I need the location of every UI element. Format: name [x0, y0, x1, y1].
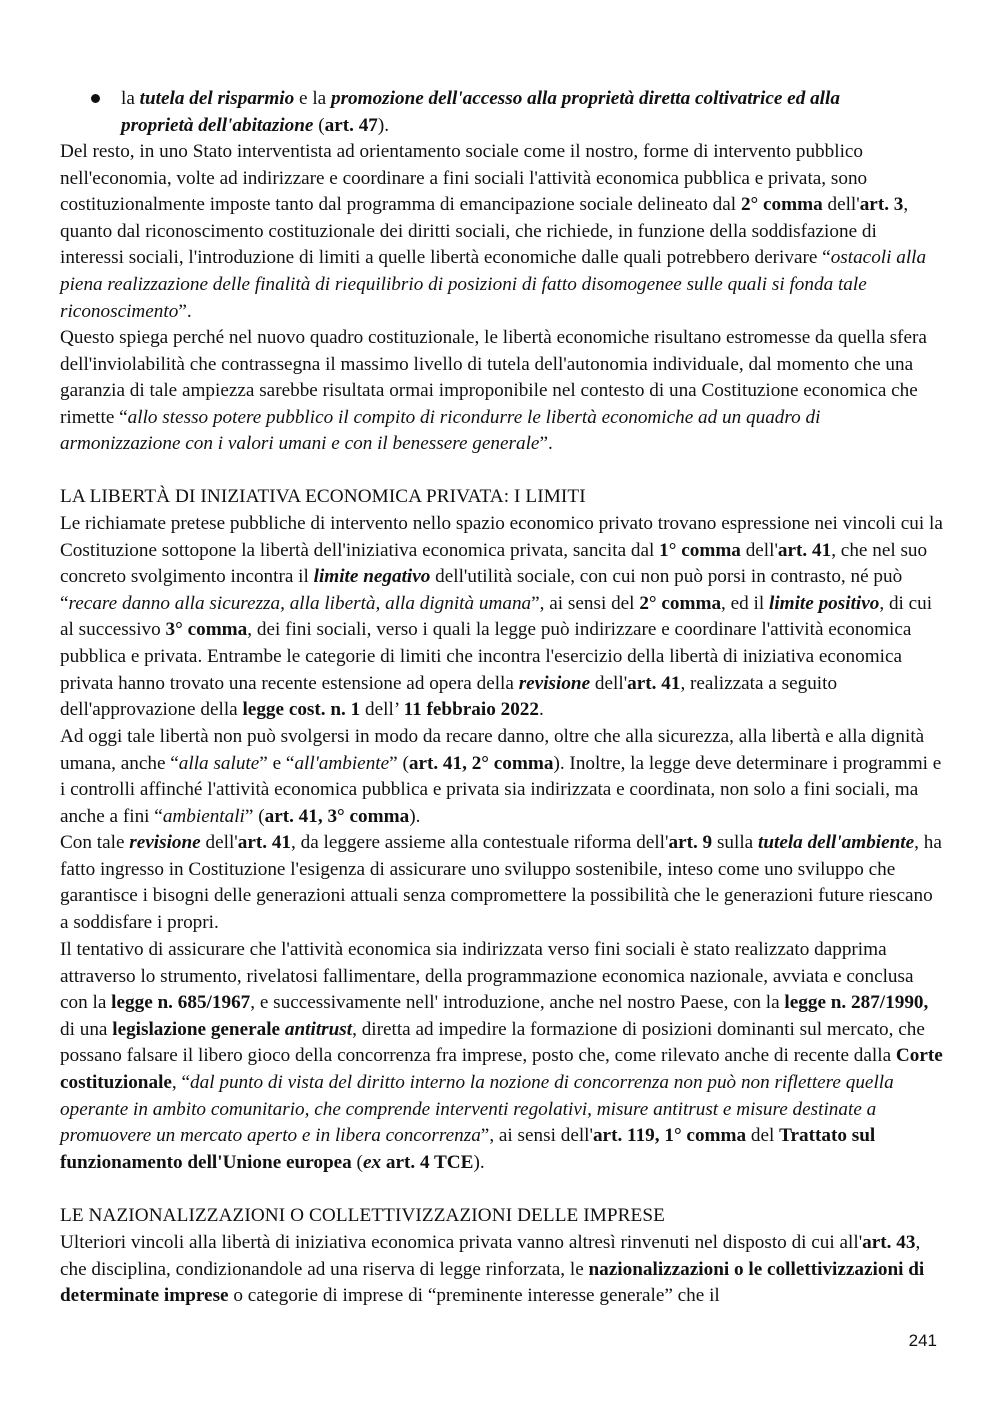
text-run: limite negativo — [313, 566, 431, 588]
text-run: art. 43 — [862, 1232, 916, 1253]
text-run: nazionalizzazioni o le collettivizzazioni di determinate imprese — [60, 1258, 925, 1307]
text-run: ). — [409, 805, 421, 827]
text-run: 1° comma — [659, 539, 741, 561]
text-run: ). — [377, 114, 390, 136]
text-run: promozione dell'accesso alla proprietà diretta coltivatrice ed alla proprietà dell'abitazione — [121, 88, 840, 136]
text-run: art. 41, 2° comma — [408, 752, 554, 774]
text-run: dell'utilità sociale, con cui non può porsi in contrasto, né può “ — [60, 566, 903, 614]
text-run: ex — [362, 1151, 382, 1173]
text-run: dell' — [822, 194, 860, 216]
text-run: allo stesso potere pubblico il compito di ricondurre le libertà economiche ad un quadro di armonizzazione con i valori umani e con il benessere generale — [60, 406, 821, 455]
text-run: , e successivamente nell' introduzione, anche nel nostro Paese, con la — [250, 992, 785, 1014]
paragraph-text — [60, 830, 945, 936]
text-run: ”. — [178, 300, 192, 322]
bullet-item — [91, 86, 911, 139]
text-run: Il tentativo di assicurare che l'attività economica sia indirizzata verso fini sociali è stato realizzato dapprima attraverso lo strumento, rivelatosi fallimentare, della programmazione economica nazionale, avviata e conclusa con la — [60, 939, 914, 1014]
paragraph-text — [60, 511, 945, 724]
text-run: recare danno alla sicurezza, alla libertà, alla dignità umana — [68, 592, 532, 614]
text-run: Le richiamate pretese pubbliche di intervento nello spazio economico privato trovano espressione nei vincoli cui la Costituzione sottopone la libertà dell'iniziativa economica privata, sancita dal — [60, 513, 943, 561]
text-run: ostacoli alla piena realizzazione delle finalità di riequilibrio di posizioni di fatto disomogenee sulle quali si fonda tale riconoscimento — [60, 247, 927, 322]
text-run: ). Inoltre, la legge deve determinare i programmi e i controlli affinché l'attività economica pubblica e privata sia indirizzata e coordinata, non solo a fini sociali, ma anche a fini “ — [60, 752, 942, 827]
paragraph-intervento-pubblico — [60, 139, 945, 325]
text-run: dell' — [590, 672, 628, 694]
text-run: 2° comma — [639, 592, 722, 614]
text-run: e la — [294, 88, 331, 109]
paragraph-text — [60, 325, 945, 458]
section-heading-nazionalizzazioni: LE NAZIONALIZZAZIONI O COLLETTIVIZZAZIONI DELLE IMPRESE — [60, 1205, 665, 1226]
text-run: , dei fini sociali, verso i quali la legge può indirizzare e coordinare l'attività economica pubblica e privata. Entrambe le categorie di limiti che incontra l'esercizio della libertà di iniziativa economica privata hanno trovato una recente estensione ad opera della — [60, 619, 912, 694]
text-run: 3° comma — [165, 619, 248, 641]
text-run: legislazione generale — [112, 1018, 285, 1040]
text-run: , che nel suo concreto svolgimento incontra il — [60, 539, 928, 588]
text-run: ( — [351, 1151, 363, 1173]
text-run: , quanto dal riconoscimento costituzionale dei diritti sociali, che richiede, in funzione della soddisfazione di interessi sociali, l'introduzione di limiti a quelle libertà economiche dalle quali potrebbero derivare “ — [60, 194, 909, 269]
paragraph-ad-oggi — [60, 724, 945, 830]
text-run: ” ( — [389, 752, 409, 774]
text-run: Questo spiega perché nel nuovo quadro costituzionale, le libertà economiche risultano estromesse da quella sfera dell'inviolabilità che contrassegna il massimo livello di tutela dell'autonomia individuale, dal momento che una garanzia di tale ampiezza sarebbe risultata ormai improponibile nel contesto di una Costituzione economica che rimette “ — [60, 327, 927, 428]
text-run: art. 4 TCE — [385, 1151, 474, 1173]
paragraph-art43 — [60, 1230, 945, 1310]
text-run: ” ( — [244, 805, 265, 827]
text-run: revisione — [518, 672, 591, 694]
paragraph-text — [60, 937, 945, 1176]
text-run: o categorie di imprese di “preminente interesse generale” che il — [228, 1285, 720, 1307]
text-run: limite positivo — [769, 592, 880, 614]
text-run: Con tale — [60, 832, 130, 853]
text-run: Corte costituzionale — [60, 1045, 943, 1093]
text-run: Ulteriori vincoli alla libertà di iniziativa economica privata vanno altresì rinvenuti nel disposto di cui all' — [60, 1232, 863, 1253]
text-run: ”. — [539, 433, 553, 455]
text-run: , realizzata a seguito dell'approvazione della — [60, 672, 838, 721]
text-run: , da leggere assieme alla contestuale riforma dell' — [291, 832, 669, 853]
text-run: art. 9 — [668, 832, 713, 853]
text-run: . — [538, 699, 544, 721]
text-run: ” e “ — [259, 752, 295, 774]
paragraph-revisione — [60, 830, 945, 936]
paragraph-liberta-economiche — [60, 325, 945, 458]
text-run: la — [121, 88, 140, 109]
text-run: , ed il — [721, 592, 770, 614]
text-run: art. 41, 3° comma — [264, 805, 410, 827]
text-run: Ad oggi tale libertà non può svolgersi in modo da recare danno, oltre che alla sicurezza, alla libertà e alla dignità umana, anche “ — [60, 726, 925, 774]
text-run: Trattato sul funzionamento dell'Unione europea — [60, 1125, 876, 1173]
text-run: Del resto, in uno Stato interventista ad orientamento sociale come il nostro, forme di intervento pubblico nell'economia, volte ad indirizzare e coordinare a fini sociali l'attività economica pubblica e privata, sono costituzionalmente imposte tanto dal programma di emancipazione sociale delineato dal — [60, 141, 868, 216]
paragraph-antitrust — [60, 937, 945, 1176]
text-run: del — [746, 1125, 780, 1147]
page-number: 241 — [908, 1331, 937, 1350]
text-run: 2° comma — [740, 194, 823, 216]
text-run: art. 119, 1° comma — [592, 1125, 747, 1147]
paragraph-art41-limiti — [60, 511, 945, 724]
section-heading-limiti: LA LIBERTÀ DI INIZIATIVA ECONOMICA PRIVATA: I LIMITI — [60, 486, 586, 507]
text-run: art. 41 — [237, 832, 292, 853]
text-run: legge n. 685/1967 — [111, 992, 251, 1014]
text-run: dell' — [740, 539, 778, 561]
paragraph-text — [60, 724, 945, 830]
bullet-text — [121, 86, 911, 139]
text-run: ”, ai sensi del — [531, 592, 640, 614]
text-run: tutela dell'ambiente — [758, 832, 915, 853]
text-run: art. 3 — [859, 194, 904, 216]
text-run: dell’ — [360, 699, 404, 721]
text-run: , “ — [171, 1071, 191, 1093]
text-run: dal punto di vista del diritto interno la nozione di concorrenza non può non riflettere quella operante in ambito comunitario, che comprende interventi regolativi, misure antitrust e misure destinate a promuovere un mercato aperto e in libera concorrenza — [60, 1071, 894, 1147]
text-run: , di cui al successivo — [60, 592, 933, 641]
text-run: legge cost. n. 1 — [242, 699, 361, 721]
text-run: alla salute — [178, 752, 260, 774]
text-run: ”, ai sensi dell' — [480, 1125, 593, 1147]
text-run: revisione — [129, 832, 201, 853]
text-run: tutela del risparmio — [139, 88, 295, 109]
text-run: antitrust — [284, 1018, 353, 1040]
text-run: , diretta ad impedire la formazione di posizioni dominanti sul mercato, che possano falsare il libero gioco della concorrenza fra imprese, posto che, come rilevato anche di recente dalla — [60, 1018, 925, 1067]
text-run: legge n. 287/1990, — [784, 992, 929, 1014]
text-run: ). — [473, 1151, 485, 1173]
text-run: art. 47 — [324, 114, 378, 136]
paragraph-text — [60, 139, 945, 325]
text-run: 11 febbraio 2022 — [403, 699, 539, 721]
text-run: ( — [313, 114, 325, 136]
text-run: di una — [60, 1018, 113, 1040]
text-run: , ha fatto ingresso in Costituzione l'esigenza di assicurare uno sviluppo sostenibile, inteso come uno sviluppo che garantisce i bisogni delle generazioni attuali senza compromettere la possibilità che le generazioni future riescano a soddisfare i propri. — [60, 832, 942, 933]
text-run: dell' — [200, 832, 238, 853]
text-run: art. 41 — [777, 539, 832, 561]
text-run: sulla — [712, 832, 758, 853]
paragraph-text — [60, 1230, 945, 1310]
text-run: art. 41 — [627, 672, 681, 694]
text-run: ambientali — [162, 805, 245, 827]
bullet-dot-icon — [91, 94, 100, 103]
text-run: , che disciplina, condizionandole ad una riserva di legge rinforzata, le — [60, 1232, 921, 1280]
text-run: all'ambiente — [294, 752, 390, 774]
